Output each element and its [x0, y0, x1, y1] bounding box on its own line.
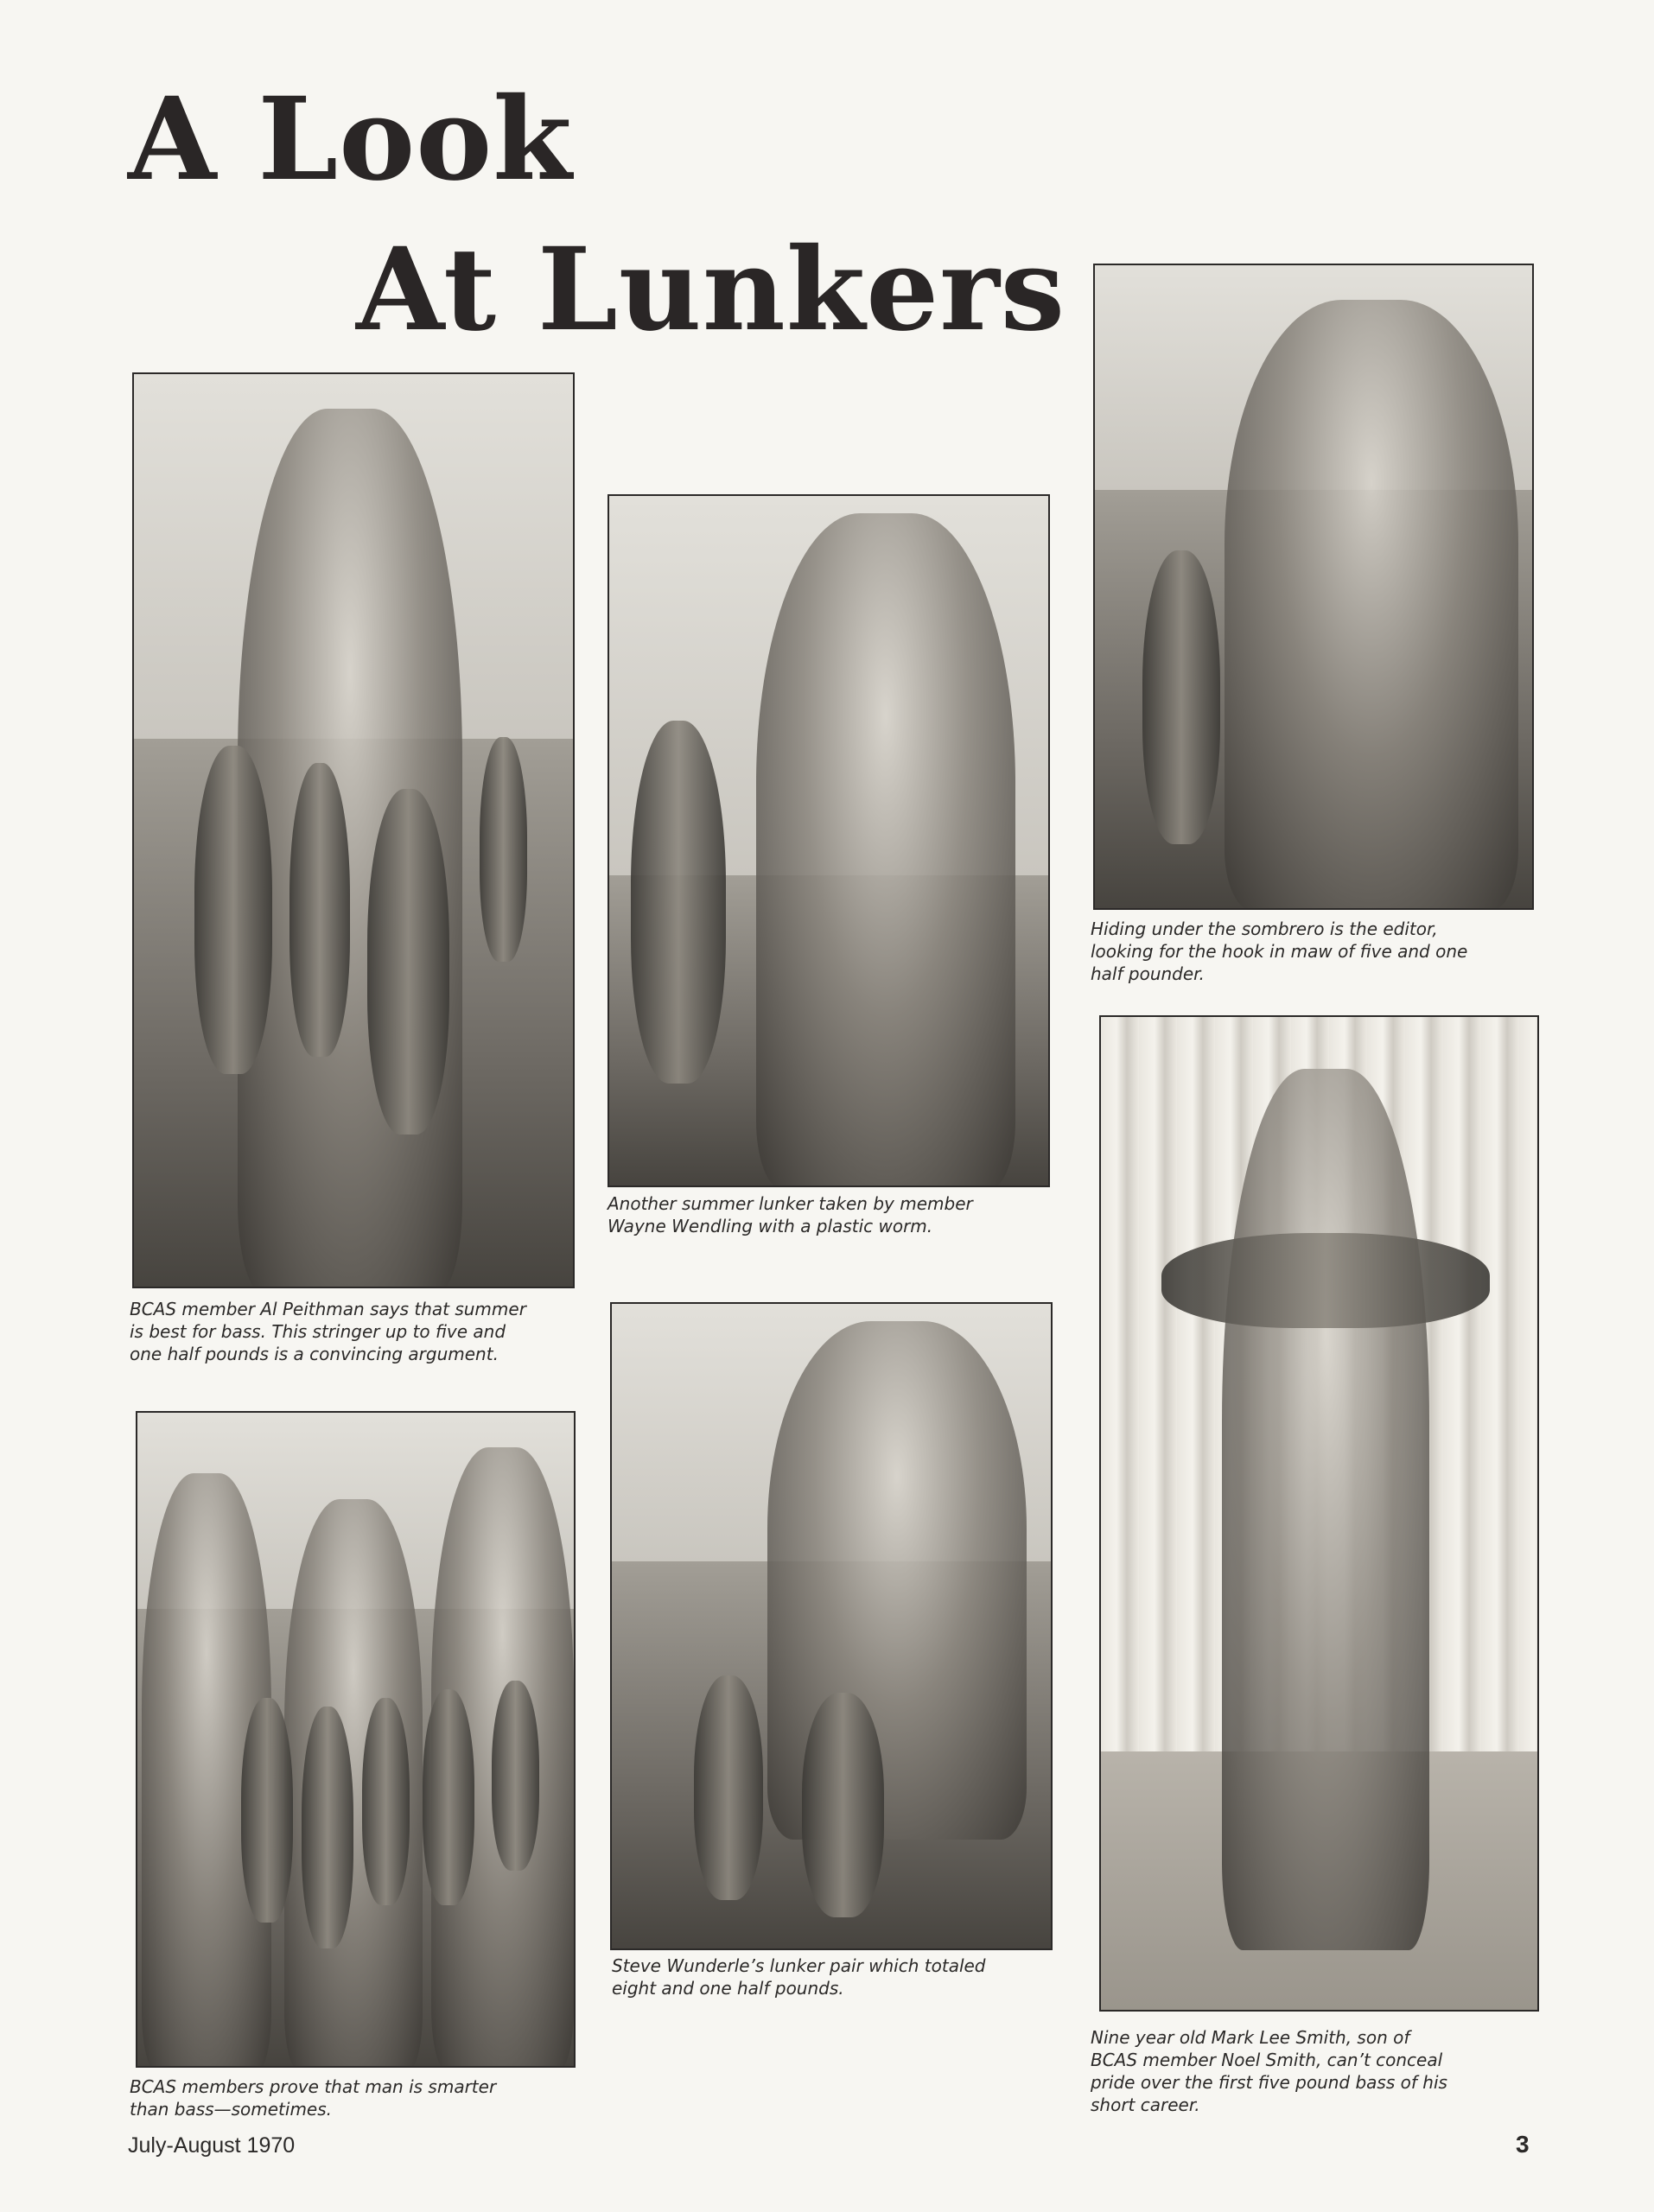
photo-wendling-lunker	[608, 494, 1050, 1187]
headline-line-1: A Look	[128, 73, 573, 207]
photo-bcas-members	[136, 1411, 576, 2068]
caption-peithman: BCAS member Al Peithman says that summer is best for bass. This stringer up to five and one half pounds is a convincing argument.	[130, 1299, 526, 1364]
photo-wunderle-pair	[610, 1302, 1053, 1950]
page-number: 3	[1516, 2131, 1530, 2158]
caption-wunderle: Steve Wunderle’s lunker pair which totaled eight and one half pounds.	[612, 1955, 986, 1999]
caption-wendling: Another summer lunker taken by member Wayne Wendling with a plastic worm.	[608, 1193, 973, 1236]
photo-peithman-stringer	[132, 372, 575, 1288]
photo-mark-lee-smith	[1099, 1015, 1539, 2012]
caption-members: BCAS members prove that man is smarter than bass—sometimes.	[130, 2076, 497, 2120]
caption-editor: Hiding under the sombrero is the editor, looking for the hook in maw of five and one half pounder.	[1091, 918, 1468, 984]
caption-smith: Nine year old Mark Lee Smith, son of BCAS member Noel Smith, can’t conceal pride over the first five pound bass of his short career.	[1091, 2027, 1447, 2115]
photo-editor-sombrero	[1093, 264, 1534, 910]
headline-line-2: At Lunkers	[356, 223, 1066, 357]
issue-date: July-August 1970	[128, 2133, 296, 2158]
